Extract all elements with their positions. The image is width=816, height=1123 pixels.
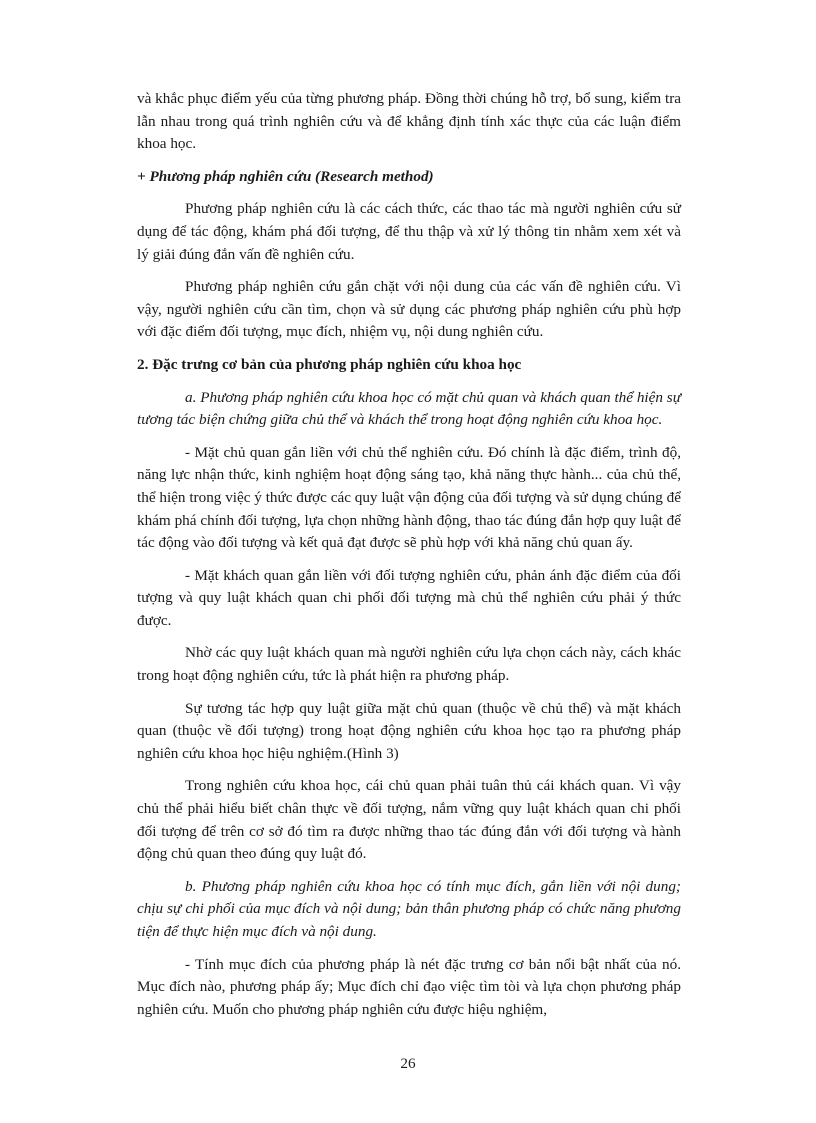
paragraph-intro-continuation: và khắc phục điểm yếu của từng phương pháp. Đồng thời chúng hỗ trợ, bổ sung, kiểm tra lẫn nhau trong quá trình nghiên cứu và để khẳng định tính xác thực của các luận điểm khoa học.: [137, 90, 681, 153]
paragraph-objective-laws: Nhờ các quy luật khách quan mà người nghiên cứu lựa chọn cách này, cách khác trong hoạt động nghiên cứu, tức là phát hiện ra phương pháp.: [137, 644, 681, 685]
paragraph-subjective-aspect: - Mặt chủ quan gắn liền với chủ thể nghiên cứu. Đó chính là đặc điểm, trình độ, năng lực nhận thức, kinh nghiệm hoạt động sáng tạo, khả năng thực hành... của chủ thể, thể hiện trong việc ý thức được các quy luật vận động của đối tượng và sử dụng chúng để khám phá chính đối tượng, lựa chọn những hành động, thao tác đúng đắn hợp quy luật để tác động vào đối tượng và kết quả đạt được sẽ phù hợp với khả năng chủ quan ấy.: [137, 443, 681, 552]
page-number: 26: [400, 1055, 416, 1072]
paragraph-objective-aspect: - Mặt khách quan gắn liền với đối tượng nghiên cứu, phản ánh đặc điểm của đối tượng và quy luật khách quan chi phối đối tượng mà chủ thể nghiên cứu phải ý thức được.: [137, 566, 681, 629]
paragraph-interaction: Sự tương tác hợp quy luật giữa mặt chủ quan (thuộc về chủ thể) và mặt khách quan (thuộc về đối tượng) trong hoạt động nghiên cứu khoa học tạo ra phương pháp nghiên cứu khoa học hiệu nghiệm.(Hình 3): [137, 699, 681, 762]
paragraph-method-content: Phương pháp nghiên cứu gắn chặt với nội dung của các vấn đề nghiên cứu. Vì vậy, người nghiên cứu cần tìm, chọn và sử dụng các phương pháp nghiên cứu phù hợp với đặc điểm đối tượng, mục đích, nhiệm vụ, nội dung nghiên cứu.: [137, 278, 681, 341]
paragraph-purpose: - Tính mục đích của phương pháp là nét đặc trưng cơ bản nổi bật nhất của nó. Mục đích nào, phương pháp ấy; Mục đích chỉ đạo việc tìm tòi và lựa chọn phương pháp nghiên cứu. Muốn cho phương pháp nghiên cứu được hiệu nghiệm,: [137, 955, 681, 1018]
paragraph-subjective-follows-objective: Trong nghiên cứu khoa học, cái chủ quan phải tuân thủ cái khách quan. Vì vậy chủ thể phải hiểu biết chân thực về đối tượng, nắm vững quy luật khách quan chi phối đối tượng để trên cơ sở đó tìm ra được những thao tác đúng đắn với đối tượng và hành động chủ quan theo đúng quy luật đó.: [137, 777, 681, 863]
document-page: [137, 88, 681, 1031]
heading-research-method: + Phương pháp nghiên cứu (Research method): [137, 167, 434, 185]
paragraph-point-a: a. Phương pháp nghiên cứu khoa học có mặt chủ quan và khách quan thể hiện sự tương tác biện chứng giữa chủ thể và khách thể trong hoạt động nghiên cứu khoa học.: [137, 388, 681, 429]
paragraph-method-definition: Phương pháp nghiên cứu là các cách thức, các thao tác mà người nghiên cứu sử dụng để tác động, khám phá đối tượng, để thu thập và xử lý thông tin nhằm xem xét và lý giải đúng đắn vấn đề nghiên cứu.: [137, 200, 681, 263]
paragraph-point-b: b. Phương pháp nghiên cứu khoa học có tính mục đích, gắn liền với nội dung; chịu sự chi phối của mục đích và nội dung; bản thân phương pháp có chức năng phương tiện để thực hiện mục đích và nội dung.: [137, 877, 681, 940]
heading-section-2: 2. Đặc trưng cơ bản của phương pháp nghiên cứu khoa học: [137, 355, 522, 373]
